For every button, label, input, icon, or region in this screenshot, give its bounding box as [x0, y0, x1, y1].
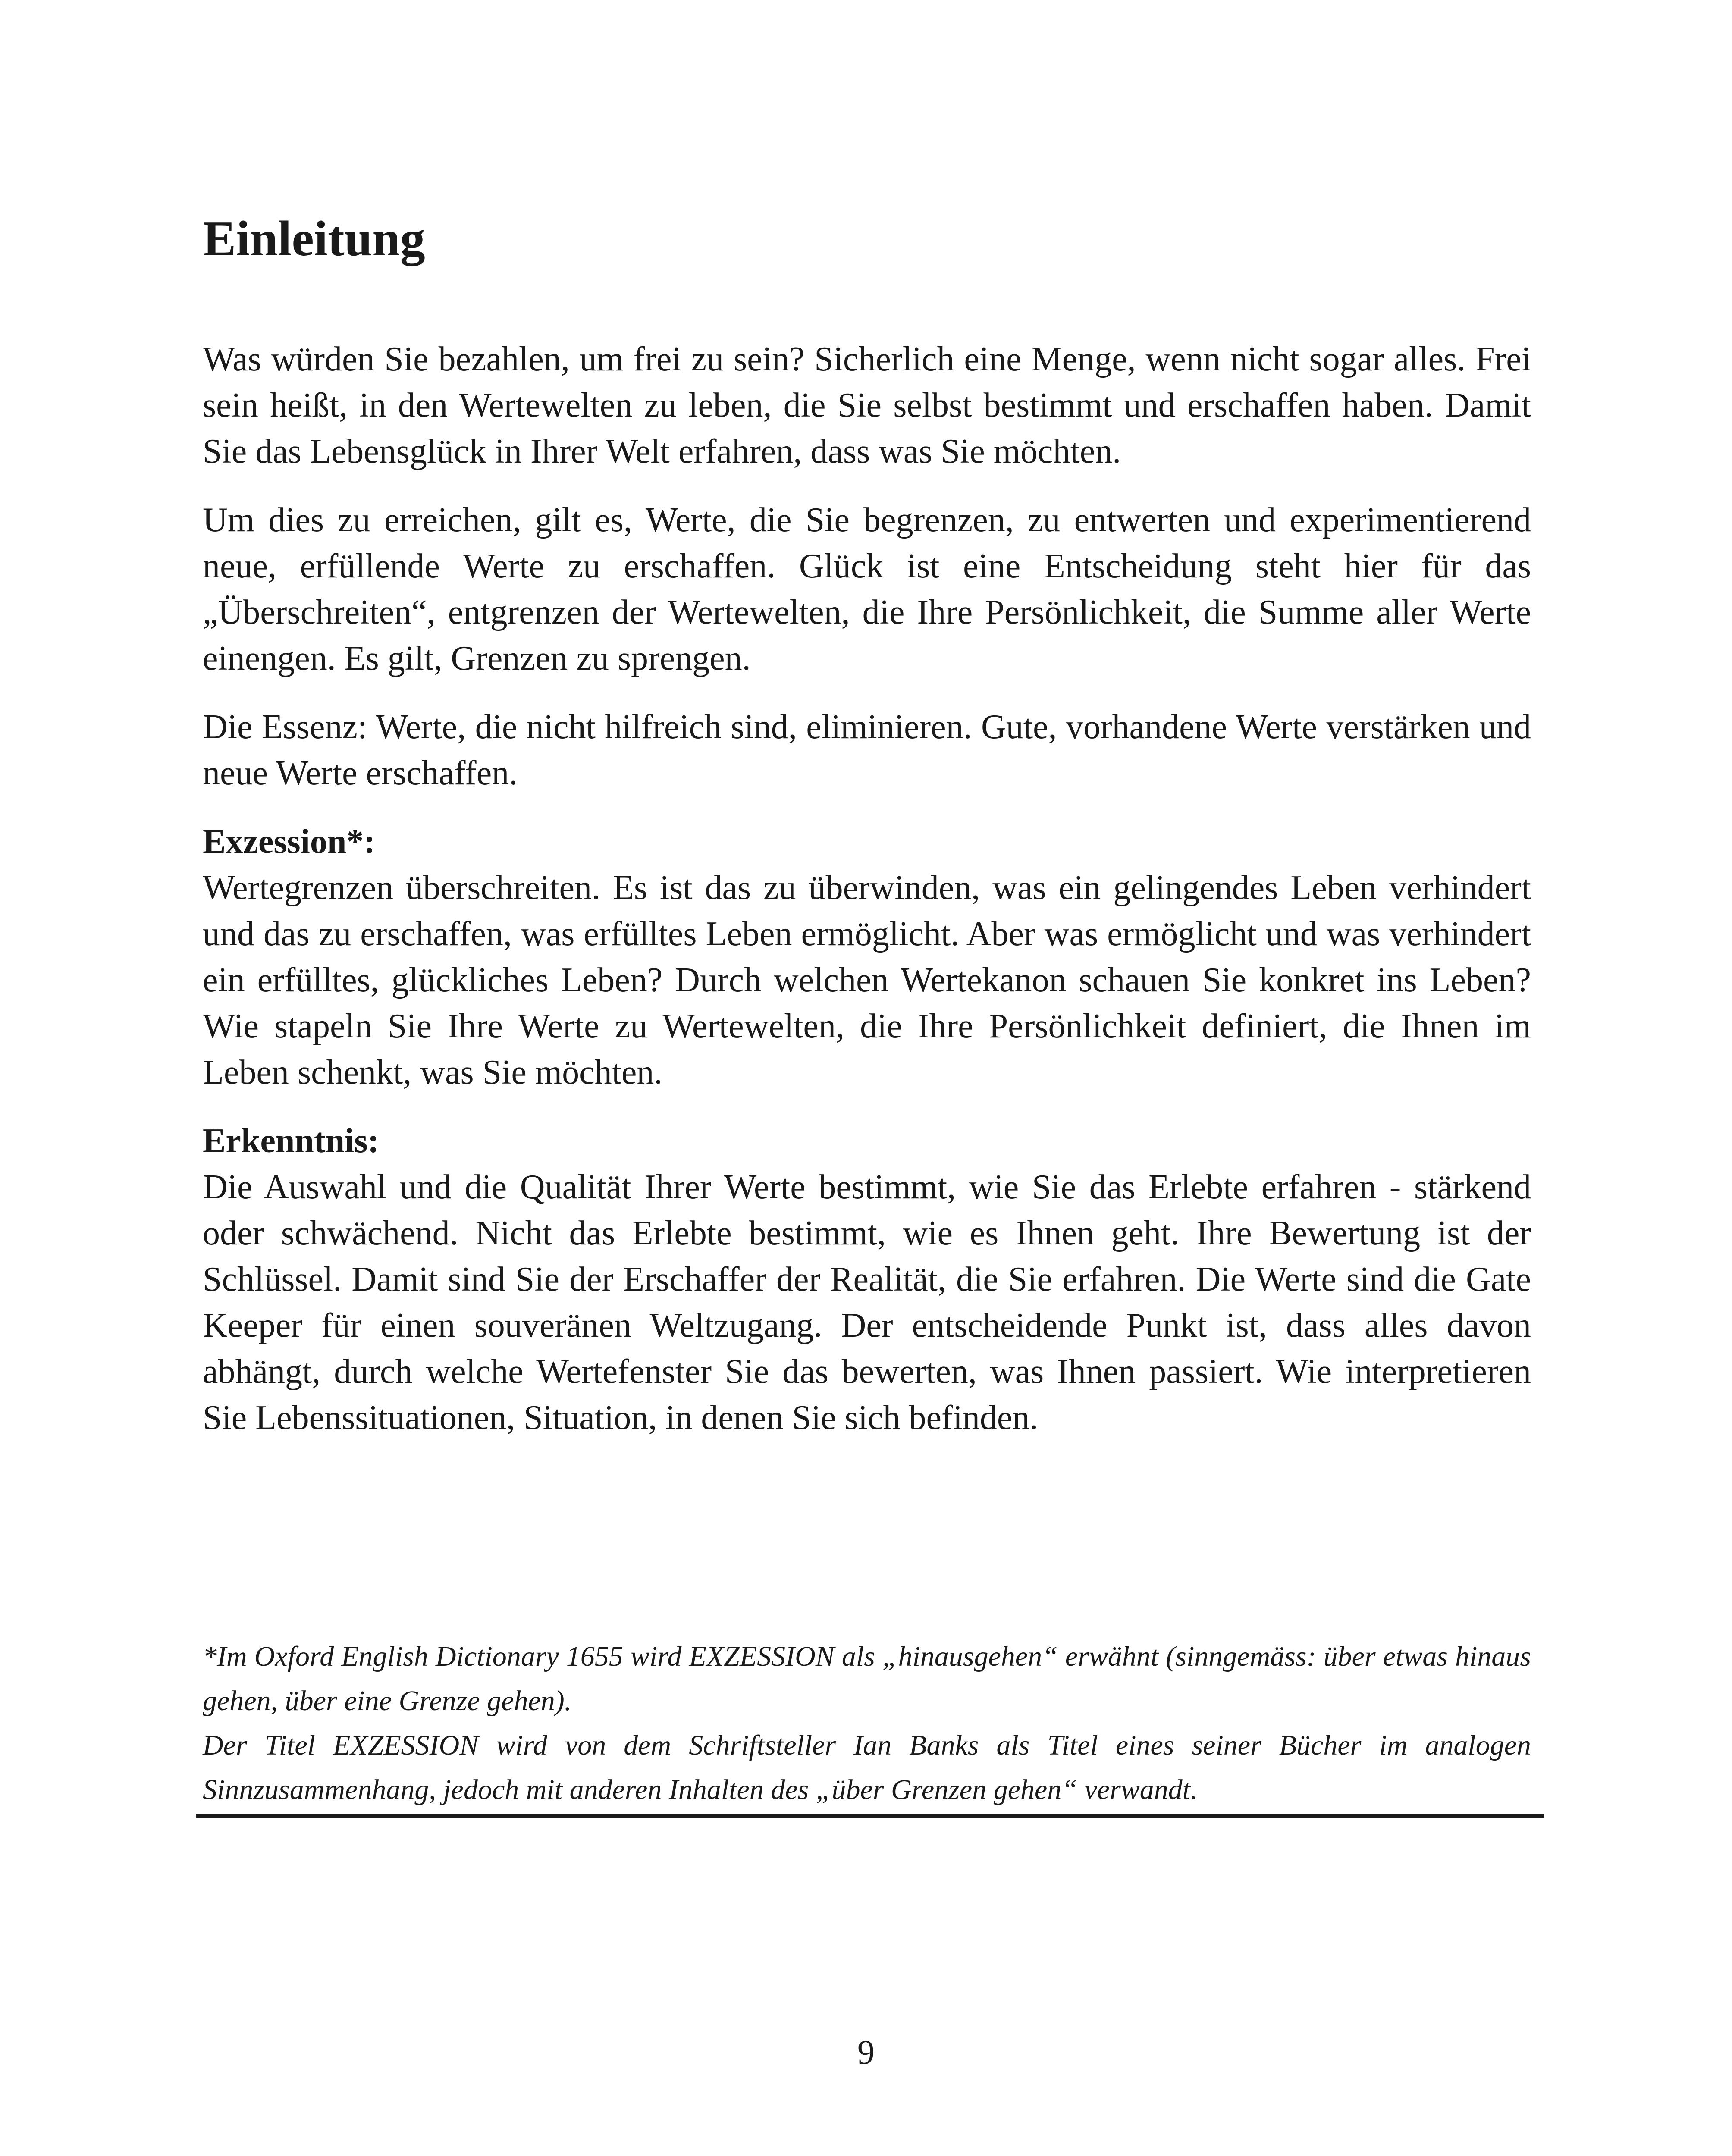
- body-text: [203, 336, 1531, 1463]
- section-heading: Exzession*:: [203, 823, 375, 861]
- footnote-divider: [196, 1814, 1544, 1818]
- section-erkenntnis: [203, 1118, 1531, 1441]
- section-exzession: [203, 819, 1531, 1096]
- page-title: Einleitung: [203, 211, 425, 266]
- footnote-2: Der Titel EXZESSION wird von dem Schriftsteller Ian Banks als Titel eines seiner Bücher im analogen Sinnzusammenhang, jedoch mit anderen Inhalten des „über Grenzen gehen“ verwandt.: [203, 1730, 1531, 1805]
- section-paragraph: Die Auswahl und die Qualität Ihrer Werte bestimmt, wie Sie das Erlebte erfahren - stärkend oder schwächend. Nicht das Erlebte bestimmt, wie es Ihnen geht. Ihre Bewertung ist der Schlüssel. Damit sind Sie der Erschaffer der Realität, die Sie erfahren. Die Werte sind die Gate Keeper für einen souveränen Weltzugang. Der entscheidende Punkt ist, dass alles davon abhängt, durch welche Wertefenster Sie das bewerten, was Ihnen passiert. Wie interpretieren Sie Lebenssituationen, Situation, in denen Sie sich befinden.: [203, 1168, 1531, 1437]
- page-number: 9: [857, 2034, 875, 2071]
- intro-paragraph-3: Die Essenz: Werte, die nicht hilfreich sind, eliminieren. Gute, vorhandene Werte verstärken und neue Werte erschaffen.: [203, 708, 1531, 792]
- intro-paragraph-2: Um dies zu erreichen, gilt es, Werte, die Sie begrenzen, zu entwerten und experimentierend neue, erfüllende Werte zu erschaffen. Glück ist eine Entscheidung steht hier für das „Überschreiten“, entgrenzen der Wertewelten, die Ihre Persönlichkeit, die Summe aller Werte einengen. Es gilt, Grenzen zu sprengen.: [203, 501, 1531, 677]
- section-paragraph: Wertegrenzen überschreiten. Es ist das zu überwinden, was ein gelingendes Leben verhindert und das zu erschaffen, was erfülltes Leben ermöglicht. Aber was ermöglicht und was verhindert ein erfülltes, glückliches Leben? Durch welchen Wertekanon schauen Sie konkret ins Leben? Wie stapeln Sie Ihre Werte zu Wertewelten, die Ihre Persönlichkeit definiert, die Ihnen im Leben schenkt, was Sie möchten.: [203, 869, 1531, 1091]
- intro-paragraph-1: Was würden Sie bezahlen, um frei zu sein? Sicherlich eine Menge, wenn nicht sogar alles. Frei sein heißt, in den Wertewelten zu leben, die Sie selbst bestimmt und erschaffen haben. Damit Sie das Lebensglück in Ihrer Welt erfahren, dass was Sie möchten.: [203, 340, 1531, 470]
- footnote-1: *Im Oxford English Dictionary 1655 wird EXZESSION als „hinausgehen“ erwähnt (sinngemäss: über etwas hinaus gehen, über eine Grenze gehen).: [203, 1641, 1531, 1717]
- section-heading: Erkenntnis:: [203, 1122, 379, 1160]
- footnotes: [203, 1634, 1531, 1812]
